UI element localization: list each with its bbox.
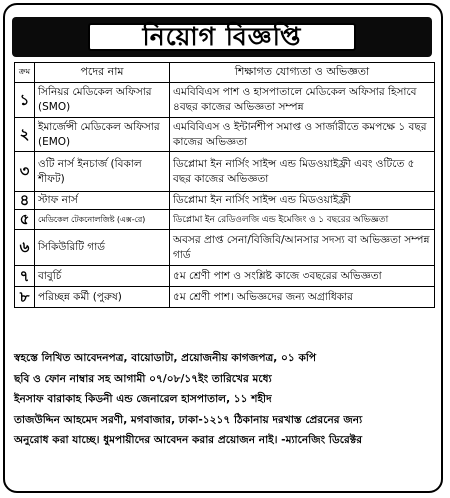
row-qualification: ডিপ্লোমা ইন নার্সিং সাইন্স এন্ড মিডওয়াইফ্রী (170, 192, 435, 210)
table-row (15, 192, 435, 210)
row-post: ইমার্জেন্সী মেডিকেল অফিসার (EMO) (35, 118, 170, 152)
title-banner (12, 17, 432, 57)
row-serial: ১ (15, 83, 35, 118)
row-qualification: অবসর প্রাপ্ত সেনা/বিজিবি/আনসার সদস্য বা অভিজ্ঞতা সম্পন্ন গার্ড (170, 230, 435, 266)
row-serial: ৪ (15, 192, 35, 210)
row-post: সিনিয়র মেডিকেল অফিসার (SMO) (35, 83, 170, 118)
table-row (15, 83, 435, 118)
application-instructions (14, 348, 434, 451)
row-serial: ৩ (15, 152, 35, 192)
table-row (15, 210, 435, 230)
row-qualification: ডিপ্লোমা ইন নার্সিং সাইন্স এন্ড মিডওয়াইফ্রী এবং ওটিতে ৫ বছর কাজের অভিজ্ঞতা (170, 152, 435, 192)
instruction-line: তাজউদ্দিন আহমেদ সরণী, মগবাজার, ঢাকা-১২১৭ ঠিকানায় দরখাস্ত প্রেরনের জন্য (14, 413, 363, 426)
instruction-line: ছবি ও ফোন নাম্বার সহ আগামী ০৭/০৮/১৭ইং তারিখের মধ্যে (14, 372, 272, 385)
row-qualification: ৫ম শ্রেণী পাশ ও সংশ্লিষ্ট কাজে ৩বছরের অভিজ্ঞতা (170, 266, 435, 287)
row-serial: ৭ (15, 266, 35, 287)
row-post: বাবুর্চি (35, 266, 170, 287)
row-post: সিকিউরিটি গার্ড (35, 230, 170, 266)
table-row (15, 266, 435, 287)
title-box (88, 23, 356, 51)
row-qualification: এমবিবিএস পাশ ও হাসপাতালে মেডিকেল অফিসার হিসাবে ৪বছর কাজের অভিজ্ঞতা সম্পন্ন (170, 83, 435, 118)
row-post: পরিচ্ছন্ন কর্মী (পুরুষ) (35, 287, 170, 308)
row-serial: ৮ (15, 287, 35, 308)
header-post: পদের নাম (35, 63, 170, 83)
table-header-row (15, 63, 435, 83)
row-qualification: ৫ম শ্রেণী পাশ। অভিজ্ঞদের জন্য অগ্রাধিকার (170, 287, 435, 308)
table-row (15, 230, 435, 266)
row-serial: ২ (15, 118, 35, 152)
table-row (15, 118, 435, 152)
row-post: মেডিকেল টেকনোলজিষ্ট (এক্স-রে) (35, 210, 170, 230)
table-row (15, 287, 435, 308)
job-table (14, 62, 435, 308)
table-row (15, 152, 435, 192)
row-qualification: ডিপ্লোমা ইন রেডিওলজি এন্ড ইমেজিং ও ১ বছরের অভিজ্ঞতা (170, 210, 435, 230)
header-serial: ক্রম (15, 63, 35, 83)
header-qualification: শিক্ষাগত যোগ্যতা ও অভিজ্ঞতা (170, 63, 435, 83)
row-post: ওটি নার্স ইনচার্জ (বিকাল শীফট) (35, 152, 170, 192)
row-serial: ৬ (15, 230, 35, 266)
notice-title: নিয়োগ বিজ্ঞপ্তি (142, 22, 302, 51)
row-serial: ৫ (15, 210, 35, 230)
row-post: স্টাফ নার্স (35, 192, 170, 210)
instruction-line: অনুরোধ করা যাচ্ছে। ধুমপায়ীদের আবেদন করার প্রয়োজন নাই। -ম্যানেজিং ডিরেক্টর (14, 434, 363, 446)
instruction-line: স্বহস্তে লিখিত আবেদনপত্র, বায়োডাটা, প্রয়োজনীয় কাগজপত্র, ০১ কপি (14, 352, 317, 364)
instruction-line: ইনসাফ বারাকাহ কিডনী এন্ড জেনারেল হাসপাতাল, ১১ শহীদ (14, 393, 272, 405)
row-qualification: এমবিবিএস ও ইন্টার্নশীপ সমাপ্ত ও সার্জারীতে কমপক্ষে ১ বছর কাজের অভিজ্ঞতা (170, 118, 435, 152)
